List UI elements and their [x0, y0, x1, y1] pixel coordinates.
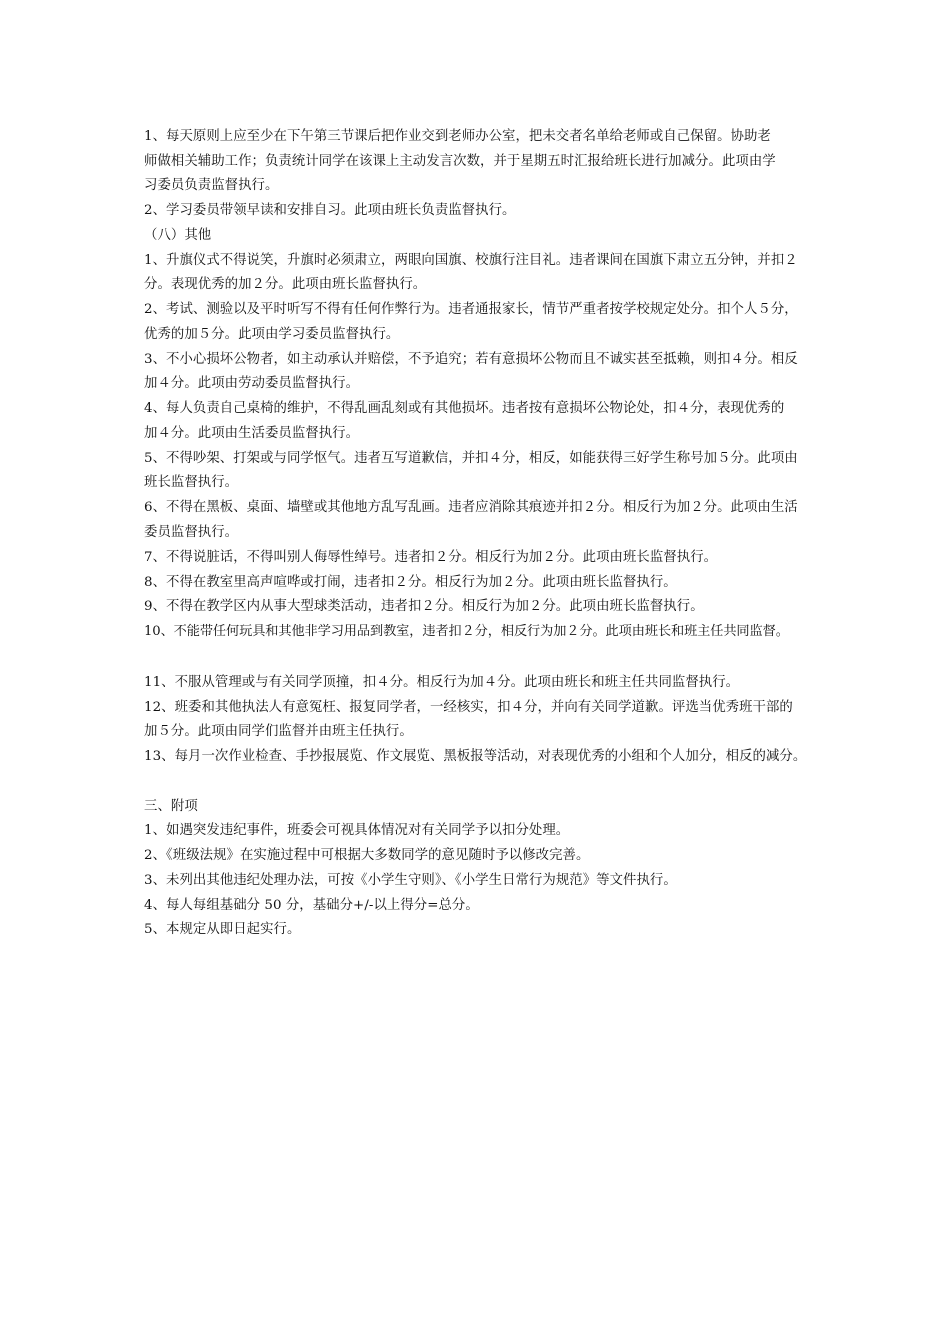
- rule-line: 加５分。此项由同学们监督并由班主任执行。: [144, 724, 413, 739]
- appendix-line: 4、每人每组基础分 50 分，基础分+/-以上得分=总分。: [144, 898, 479, 913]
- rule-line: 3、不小心损坏公物者，如主动承认并赔偿，不予追究；若有意损坏公物而且不诚实甚至抵赖，则扣４分。相反: [144, 352, 798, 367]
- rule-line: 8、不得在教室里高声喧哗或打闹，违者扣２分。相反行为加２分。此项由班长监督执行。: [144, 575, 677, 590]
- rule-line: 6、不得在黑板、桌面、墙壁或其他地方乱写乱画。违者应消除其痕迹并扣２分。相反行为加２分。此项由生活: [144, 500, 798, 515]
- rule-line: 5、不得吵架、打架或与同学怄气。违者互写道歉信，并扣４分，相反，如能获得三好学生称号加５分。此项由: [144, 451, 798, 466]
- appendix-line: 5、本规定从即日起实行。: [144, 922, 301, 937]
- rule-line: 9、不得在教学区内从事大型球类活动，违者扣２分。相反行为加２分。此项由班长监督执行。: [144, 599, 704, 614]
- rule-line: 委员监督执行。: [144, 525, 239, 540]
- rule-line: 1、升旗仪式不得说笑，升旗时必须肃立，两眼向国旗、校旗行注目礼。违者课间在国旗下肃立五分钟，并扣２: [144, 253, 798, 268]
- rule-line: 13、每月一次作业检查、手抄报展览、作文展览、黑板报等活动，对表现优秀的小组和个人加分，相反的减分。: [144, 749, 807, 764]
- rule-line: 7、不得说脏话，不得叫别人侮辱性绰号。违者扣２分。相反行为加２分。此项由班长监督执行。: [144, 550, 718, 565]
- rule-line: 加４分。此项由劳动委员监督执行。: [144, 376, 360, 391]
- rule-line: 习委员负责监督执行。: [144, 178, 279, 193]
- rule-line: 1、每天原则上应至少在下午第三节课后把作业交到老师办公室，把未交者名单给老师或自己保留。协助老: [144, 129, 771, 144]
- rule-line: 10、不能带任何玩具和其他非学习用品到教室，违者扣２分，相反行为加２分。此项由班长和班主任共同监督。: [144, 624, 789, 639]
- rule-line: 2、学习委员带领早读和安排自习。此项由班长负责监督执行。: [144, 203, 516, 218]
- appendix-line: 2、《班级法规》在实施过程中可根据大多数同学的意见随时予以修改完善。: [144, 848, 590, 863]
- rule-line: 师做相关辅助工作；负责统计同学在该课上主动发言次数，并于星期五时汇报给班长进行加减分。此项由学: [144, 154, 776, 169]
- appendix-line: 3、未列出其他违纪处理办法，可按《小学生守则》、《小学生日常行为规范》等文件执行。: [144, 873, 677, 888]
- rule-line: 班长监督执行。: [144, 475, 239, 490]
- rule-line: 11、不服从管理或与有关同学顶撞，扣４分。相反行为加４分。此项由班长和班主任共同监督执行。: [144, 675, 740, 690]
- section-heading: 三、附项: [144, 799, 198, 814]
- rule-line: 加４分。此项由生活委员监督执行。: [144, 426, 360, 441]
- rule-line: 12、班委和其他执法人有意冤枉、报复同学者，一经核实，扣４分，并向有关同学道歉。评选当优秀班干部的: [144, 700, 793, 715]
- rule-line: 分。表现优秀的加２分。此项由班长监督执行。: [144, 277, 427, 292]
- rule-line: 优秀的加５分。此项由学习委员监督执行。: [144, 327, 400, 342]
- rule-line: 4、每人负责自己桌椅的维护，不得乱画乱刻或有其他损坏。违者按有意损坏公物论处，扣４分，表现优秀的: [144, 401, 785, 416]
- section-heading: （八）其他: [144, 228, 212, 243]
- appendix-line: 1、如遇突发违纪事件，班委会可视具体情况对有关同学予以扣分处理。: [144, 823, 570, 838]
- rule-line: 2、考试、测验以及平时听写不得有任何作弊行为。违者通报家长，情节严重者按学校规定处分。扣个人５分，: [144, 302, 798, 317]
